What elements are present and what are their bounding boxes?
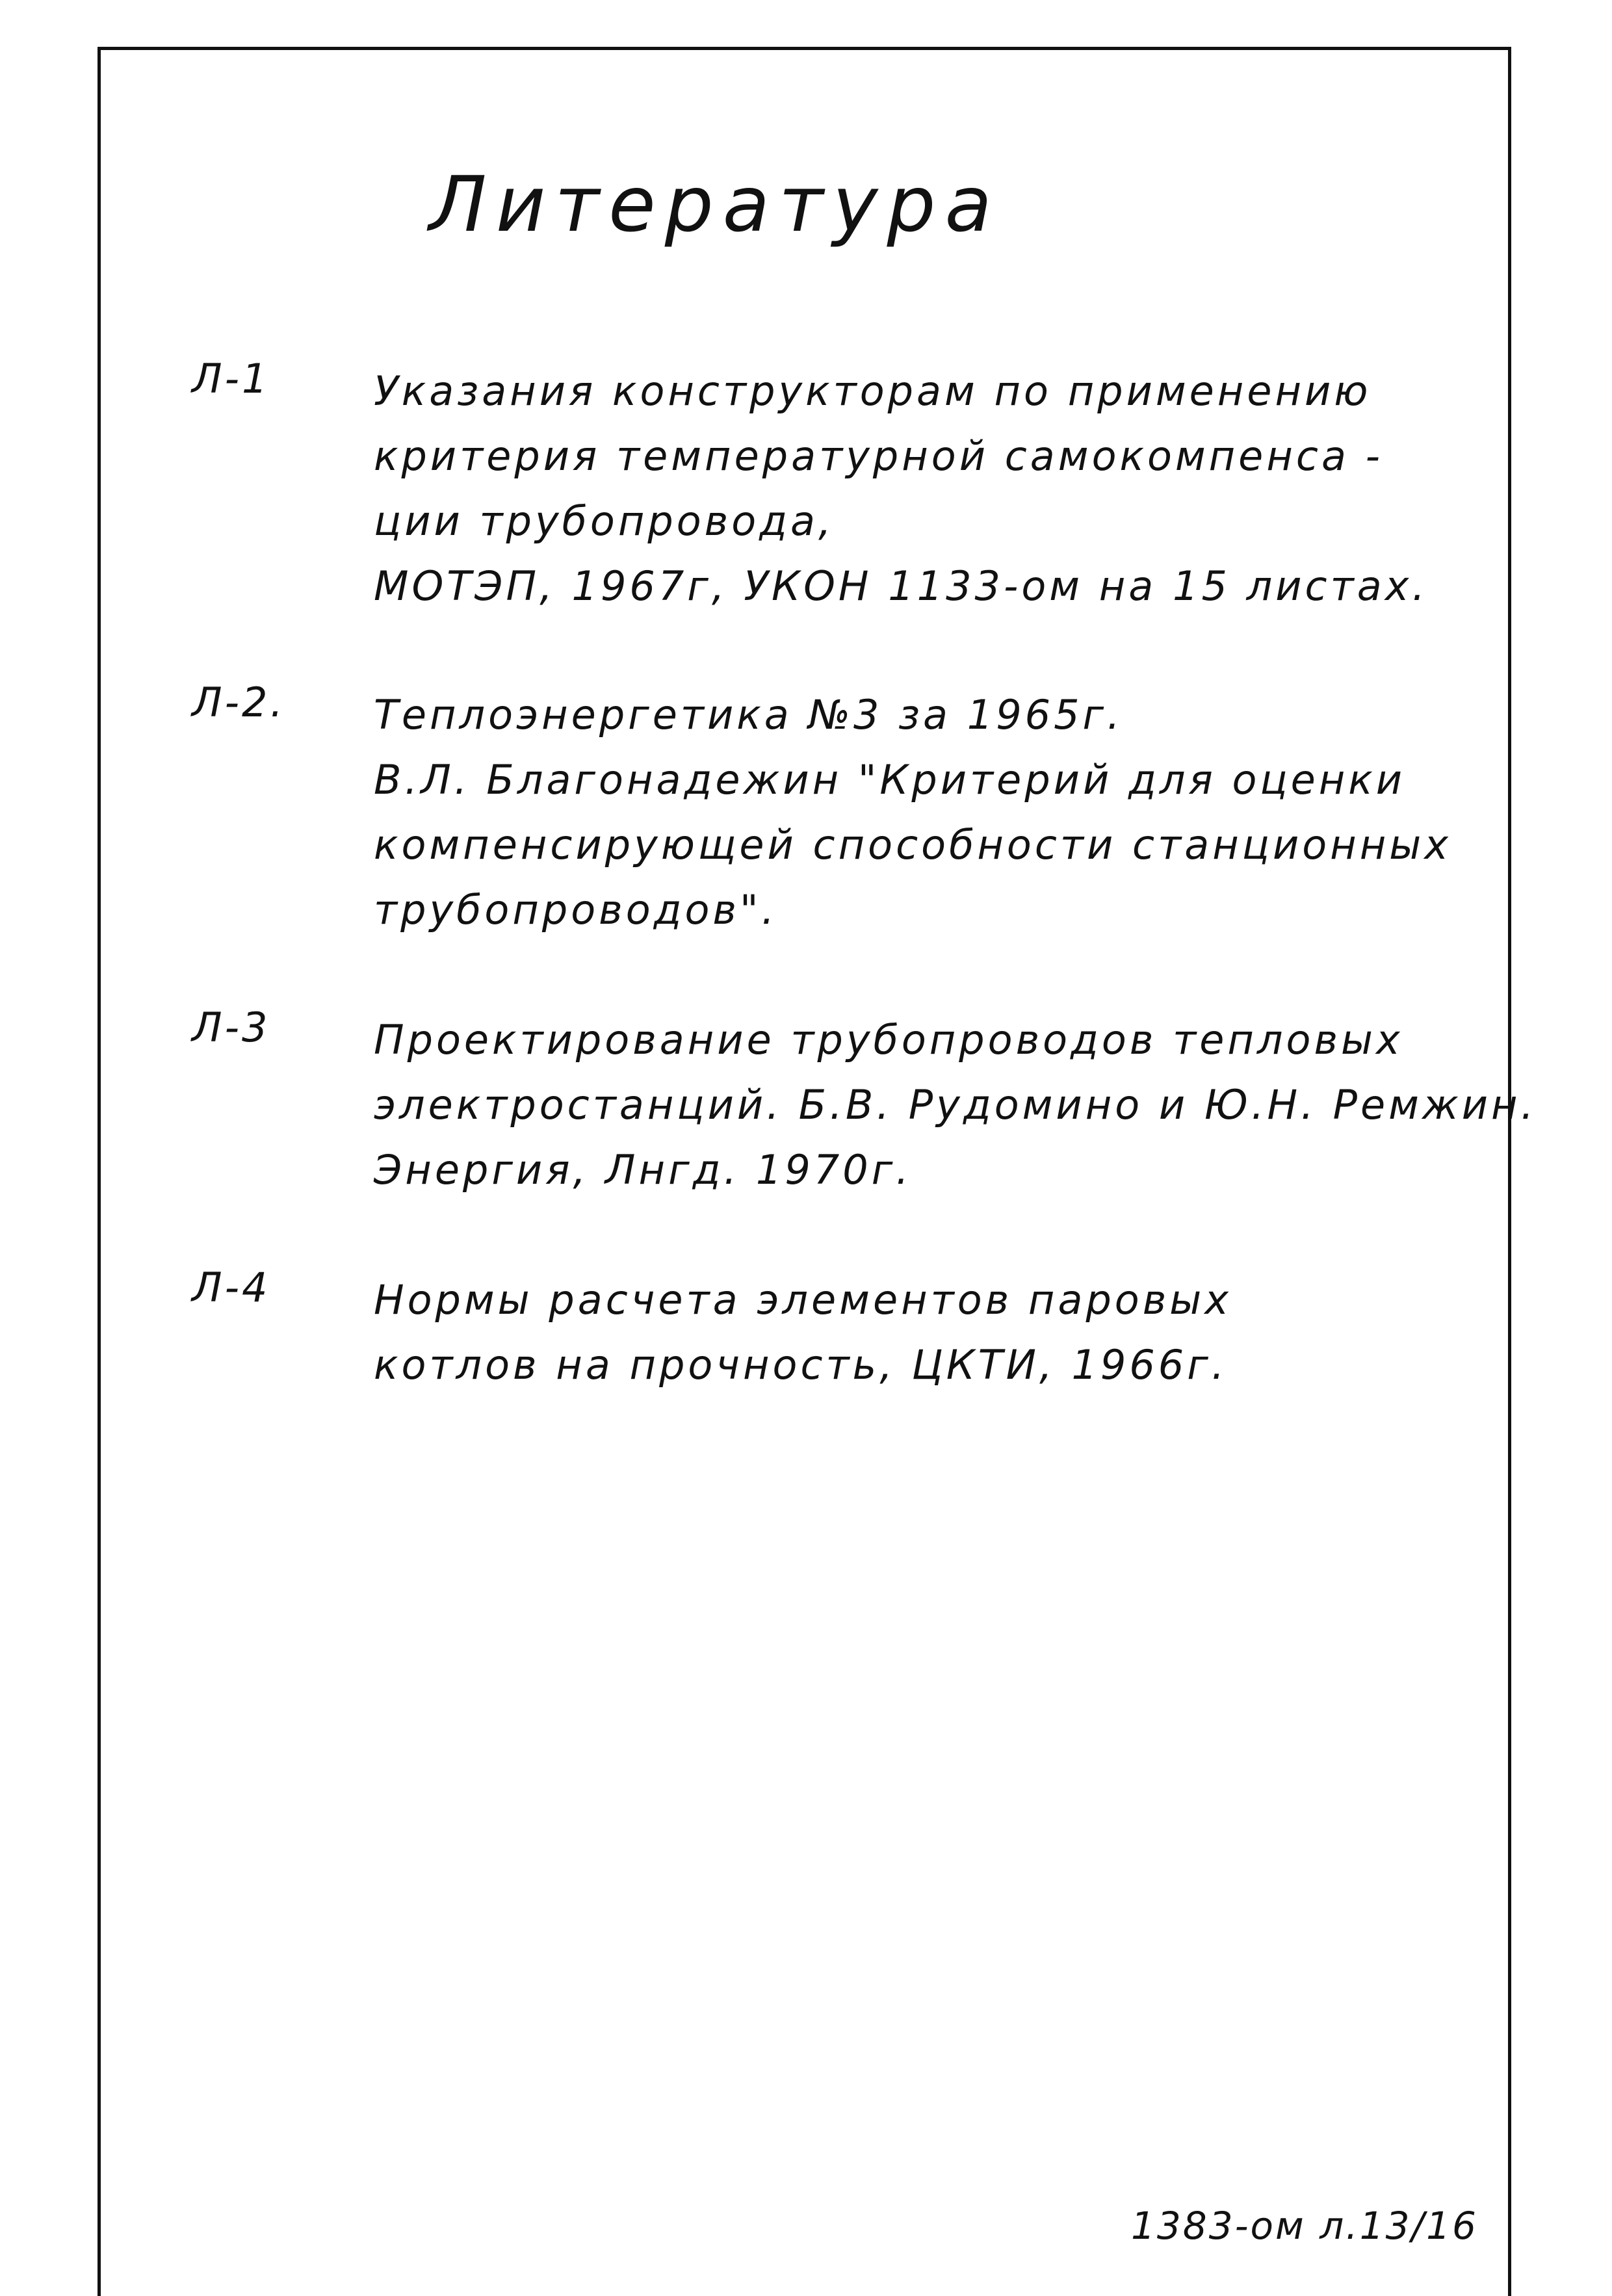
reference-line: критерия температурной самокомпенса - [374, 432, 1384, 480]
reference-line: МОТЭП, 1967г, УКОН 1133-ом на 15 листах. [374, 562, 1429, 610]
reference-line: компенсирующей способности станционных [374, 821, 1451, 868]
reference-line: Нормы расчета элементов паровых [374, 1276, 1232, 1324]
reference-text [374, 683, 1451, 943]
reference-line: котлов на прочность, ЦКТИ, 1966г. [374, 1341, 1228, 1389]
reference-text [374, 1268, 1232, 1398]
reference-code: Л-4 [192, 1264, 270, 1311]
reference-code: Л-1 [192, 355, 270, 402]
reference-line: В.Л. Благонадежин "Критерий для оценки [374, 756, 1406, 803]
reference-line: электростанций. Б.В. Рудомино и Ю.Н. Ремжин. [374, 1081, 1537, 1128]
reference-line: трубопроводов". [374, 886, 778, 933]
reference-line: Указания конструкторам по применению [374, 367, 1372, 415]
reference-code: Л-3 [192, 1004, 270, 1051]
reference-code: Л-2. [192, 679, 286, 726]
reference-line: Энергия, Лнгд. 1970г. [374, 1146, 912, 1194]
reference-line: Теплоэнергетика №3 за 1965г. [374, 691, 1123, 738]
reference-line: ции трубопровода, [374, 497, 835, 545]
reference-text [374, 359, 1428, 619]
sheet-code: 1383-ом л.13/16 [1131, 2204, 1478, 2248]
reference-text [374, 1008, 1537, 1203]
page-title: Литература [429, 159, 1001, 249]
reference-line: Проектирование трубопроводов тепловых [374, 1016, 1403, 1063]
